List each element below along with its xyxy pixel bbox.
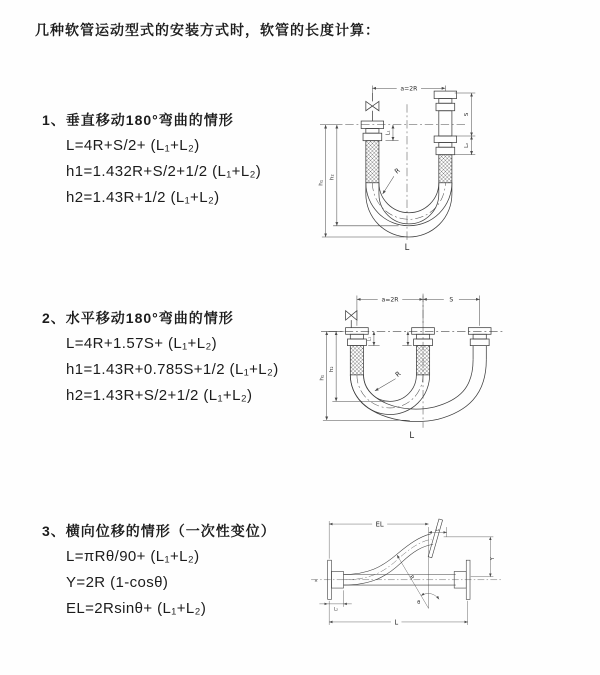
diagram-lateral-displacement [308, 512, 504, 634]
valve-icon [346, 311, 357, 328]
section-2-formula-L: L=4R+1.57S+ (L₁+L₂) [66, 335, 218, 352]
dimension-l1-fitting [429, 527, 447, 537]
right-pipe-fitting [434, 91, 456, 183]
radius-callout [375, 369, 403, 390]
dimension-l1-fitting [367, 331, 412, 345]
section-3-heading: 3、横向位移的情形（一次性变位） [42, 523, 276, 539]
section-1-heading: 1、垂直移动180°弯曲的情形 [42, 112, 234, 128]
dim-label-r: R [393, 369, 403, 379]
dim-label-r: R [407, 574, 415, 581]
dimension-a2r [357, 296, 480, 326]
dimension-el [329, 521, 428, 609]
dim-label-l1: L₁ [367, 336, 373, 342]
left-pipe-fitting [361, 121, 383, 183]
dimension-s [455, 93, 476, 136]
dim-label-s: S [449, 296, 454, 304]
dim-label-s: S [463, 112, 470, 117]
diagram-vertical-180-bend [314, 78, 500, 252]
diagram-horizontal-180-bend [317, 288, 513, 441]
section-3-formula-Y: Y=2R (1-cosθ) [66, 574, 169, 591]
dim-label-a2r: a=2R [400, 85, 418, 93]
radius-callout [383, 166, 402, 194]
hose-u-bend [366, 183, 452, 237]
dimension-h2 [330, 125, 399, 226]
dim-label-h1: h₁ [319, 374, 326, 381]
left-pipe-fitting [346, 328, 369, 375]
valve-icon [366, 93, 379, 121]
dim-label-l1: L₁ [385, 130, 392, 136]
right-pipe-fitting [468, 328, 491, 360]
dimension-l-total [329, 601, 468, 627]
dim-label-r: R [392, 166, 402, 176]
section-2-formula-h1: h1=1.43R+0.785S+1/2 (L₁+L₂) [66, 361, 279, 378]
dim-label-theta: θ [417, 599, 421, 606]
middle-pipe-fitting [412, 328, 435, 375]
dim-label-h2: h₂ [329, 174, 336, 181]
section-1-formula-L: L=4R+S/2+ (L₁+L₂) [66, 137, 200, 154]
dim-label-l1: L₁ [435, 526, 440, 532]
hose-s-curve [343, 519, 442, 585]
dim-label-h1: h₁ [318, 179, 325, 186]
section-1-formula-h1: h1=1.432R+S/2+1/2 (L₁+L₂) [66, 163, 262, 180]
section-3-formula-L: L=πRθ/90+ (L₁+L₂) [66, 548, 200, 565]
dimension-l2-fitting [319, 590, 351, 611]
dim-label-l-total: L [409, 431, 415, 442]
section-2-heading: 2、水平移动180°弯曲的情形 [42, 310, 234, 326]
section-3-formula-EL: EL=2Rsinθ+ (L₁+L₂) [66, 600, 207, 617]
dim-label-a2r: a=2R [381, 296, 399, 304]
hose-u-bend-original [350, 375, 429, 415]
dim-label-l2: L₂ [463, 142, 470, 148]
tilted-flange [428, 519, 442, 558]
dim-label-l: L [394, 618, 399, 627]
page-title: 几种软管运动型式的安装方式时，软管的长度计算： [35, 22, 380, 38]
dimension-l2-fitting [455, 136, 476, 155]
axis-mark: × [314, 579, 318, 585]
dim-label-l2: L₂ [333, 606, 338, 612]
dim-label-l-total: L [404, 242, 410, 253]
dim-label-el: EL [375, 520, 384, 529]
dim-label-h2: h₂ [328, 366, 335, 373]
straight-pipe-original [343, 575, 455, 586]
radius-callout [397, 555, 429, 608]
dimension-l1-fitting [385, 125, 398, 141]
centerline [311, 578, 501, 584]
section-1-formula-h2: h2=1.43R+1/2 (L₁+L₂) [66, 189, 220, 206]
section-2-formula-h2: h2=1.43R+S/2+1/2 (L₁+L₂) [66, 387, 253, 404]
dimension-s [423, 297, 480, 304]
dim-label-y: Y [490, 557, 497, 561]
